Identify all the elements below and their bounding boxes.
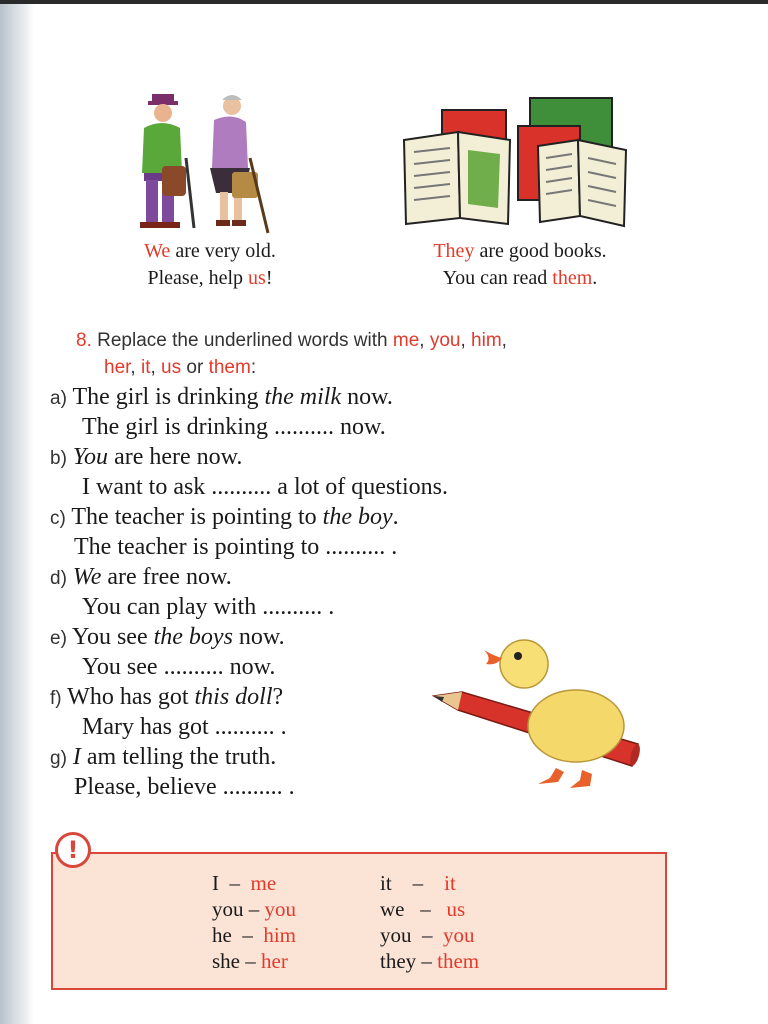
task-text: ,	[150, 357, 162, 378]
caption-text: are very old.	[170, 240, 276, 262]
exercise-letter: g)	[50, 748, 67, 769]
exercise-text: are free now.	[101, 564, 232, 590]
pair-dash: –	[243, 897, 265, 921]
top-edge	[0, 0, 768, 4]
object-pronoun: us	[446, 897, 466, 921]
task-line-1	[76, 327, 676, 354]
caption-books	[390, 238, 650, 292]
pair-dash: –	[240, 949, 261, 973]
books-illustration	[402, 92, 632, 232]
exercise-text: am telling the truth.	[80, 744, 277, 770]
subject-pronoun: you	[380, 923, 412, 947]
subject-pronoun: she	[212, 949, 240, 973]
exercise-text: now.	[341, 384, 393, 410]
pronoun-column-right	[380, 870, 479, 974]
pair-dash: –	[231, 923, 264, 947]
exercise-letter: f)	[50, 688, 62, 709]
caption-object: us	[248, 267, 266, 289]
caption-line-1	[390, 238, 650, 265]
task-line-2	[76, 354, 676, 381]
pair-dash: –	[416, 949, 438, 973]
object-pronoun: them	[437, 949, 480, 973]
exercise-text: ?	[272, 684, 284, 710]
pronoun-highlight: them	[208, 357, 251, 378]
task-text: ,	[460, 330, 472, 351]
subject-pronoun: he	[212, 923, 232, 947]
underlined-word: the boys	[153, 624, 233, 650]
subject-pronoun: they	[380, 949, 417, 973]
task-text: ,	[130, 357, 141, 378]
exercise-f-sentence	[50, 684, 283, 711]
object-pronoun: him	[263, 923, 296, 947]
exercise-text: The girl is drinking	[66, 384, 265, 410]
subject-pronoun: you	[212, 897, 244, 921]
pronoun-pair	[212, 870, 296, 896]
exercise-e-sentence	[50, 624, 285, 651]
exercise-d-sentence	[50, 564, 232, 591]
exercise-letter: d)	[50, 568, 67, 589]
subject-pronoun: I	[212, 871, 219, 895]
exercise-text: .	[392, 504, 399, 530]
task-text: or	[181, 357, 209, 378]
task-text: ,	[501, 330, 507, 351]
task-instruction	[76, 327, 676, 381]
underlined-word: I	[72, 744, 81, 770]
underlined-word: the milk	[264, 384, 342, 410]
caption-text: are good books.	[474, 240, 607, 262]
pronoun-highlight: you	[429, 330, 461, 351]
pronoun-reference-box	[51, 852, 667, 990]
pair-dash: –	[219, 871, 251, 895]
underlined-word: You	[72, 444, 109, 470]
caption-subject: They	[433, 240, 475, 262]
exercise-a-sentence	[50, 384, 393, 411]
caption-old-people	[100, 238, 320, 292]
task-number: 8.	[76, 330, 92, 351]
underlined-word: this doll	[194, 684, 273, 710]
pronoun-pair	[212, 896, 296, 922]
exercise-text: You see	[66, 624, 154, 650]
pronoun-highlight: me	[392, 330, 420, 351]
object-pronoun: it	[444, 871, 456, 895]
caption-text: .	[592, 267, 598, 289]
book-spine-shadow	[0, 0, 34, 1024]
exercise-letter: c)	[50, 508, 66, 529]
exercise-letter: a)	[50, 388, 67, 409]
caption-subject: We	[144, 240, 171, 262]
exercise-letter: e)	[50, 628, 67, 649]
underlined-word: We	[72, 564, 102, 590]
task-text: ,	[419, 330, 430, 351]
exercise-b-sentence	[50, 444, 242, 471]
object-pronoun: her	[261, 949, 288, 973]
exercise-text: Who has got	[61, 684, 195, 710]
pronoun-highlight: it	[140, 357, 151, 378]
pair-dash: –	[404, 897, 447, 921]
subject-pronoun: it	[380, 871, 392, 895]
pair-dash: –	[391, 871, 445, 895]
exercise-b-answer: I want to ask .......... a lot of questions.	[82, 474, 448, 500]
exercise-c-answer: The teacher is pointing to .......... .	[74, 534, 398, 560]
pronoun-pair	[212, 922, 296, 948]
pronoun-pair	[380, 922, 479, 948]
exercise-f-answer: Mary has got .......... .	[82, 714, 287, 740]
caption-text: Please, help	[147, 267, 249, 289]
task-text: Replace the underlined words with	[91, 330, 393, 351]
object-pronoun: you	[264, 897, 296, 921]
pronoun-pair	[380, 948, 479, 974]
task-text: :	[250, 357, 257, 378]
underlined-word: the boy	[322, 504, 393, 530]
caption-line-1	[100, 238, 320, 265]
exercise-a-answer: The girl is drinking .......... now.	[82, 414, 386, 440]
exercise-e-answer: You see .......... now.	[82, 654, 276, 680]
pronoun-pair	[380, 870, 479, 896]
pronoun-column-left	[212, 870, 296, 974]
exercise-text: now.	[232, 624, 285, 650]
exercise-text: The teacher is pointing to	[65, 504, 323, 530]
old-couple-illustration	[122, 88, 282, 238]
caption-line-2	[390, 265, 650, 292]
exercise-g-sentence	[50, 744, 276, 771]
caption-object: them	[552, 267, 593, 289]
exercise-c-sentence	[50, 504, 399, 531]
exercise-text: are here now.	[108, 444, 243, 470]
duckling-pencil-illustration	[432, 628, 664, 794]
object-pronoun: you	[443, 923, 475, 947]
exclamation-icon: !	[55, 832, 91, 868]
pronoun-pair	[212, 948, 296, 974]
caption-text: You can read	[442, 267, 553, 289]
pronoun-highlight: her	[104, 357, 131, 378]
caption-text: !	[265, 267, 273, 289]
exercise-g-answer: Please, believe .......... .	[74, 774, 295, 800]
object-pronoun: me	[250, 871, 277, 895]
pronoun-highlight: him	[471, 330, 502, 351]
subject-pronoun: we	[380, 897, 405, 921]
pronoun-highlight: us	[161, 357, 182, 378]
exercise-letter: b)	[50, 448, 67, 469]
pair-dash: –	[411, 923, 443, 947]
caption-line-2	[100, 265, 320, 292]
pronoun-pair	[380, 896, 479, 922]
exercise-d-answer: You can play with .......... .	[82, 594, 335, 620]
